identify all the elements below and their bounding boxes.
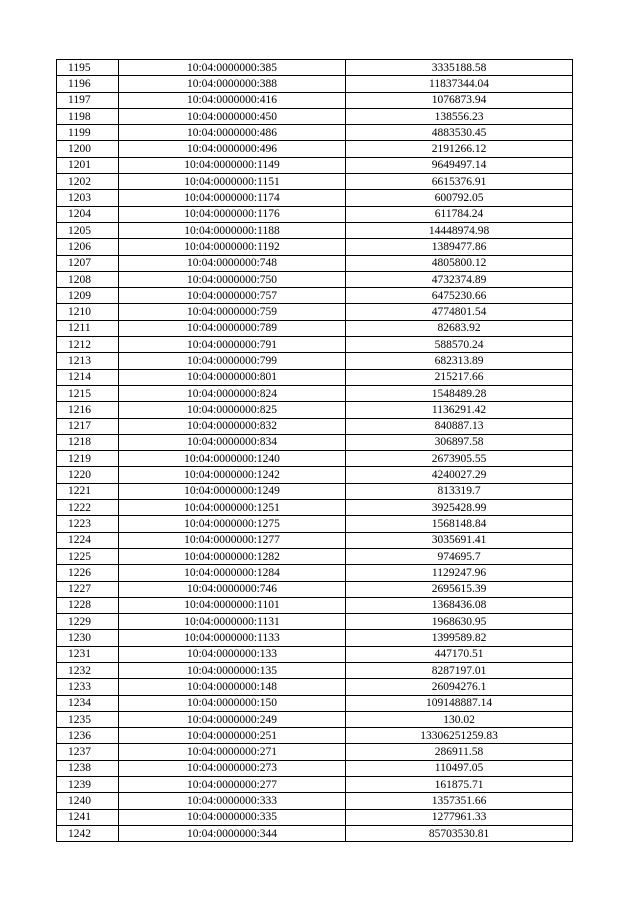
table-row xyxy=(57,320,573,336)
table-row xyxy=(57,271,573,287)
cadastral-number-cell: 10:04:0000000:344 xyxy=(119,825,346,841)
cadastral-number-cell: 10:04:0000000:825 xyxy=(119,402,346,418)
value-cell: 588570.24 xyxy=(346,337,573,353)
row-number-cell: 1242 xyxy=(57,825,119,841)
row-number-cell: 1206 xyxy=(57,239,119,255)
table-row xyxy=(57,60,573,76)
row-number-cell: 1201 xyxy=(57,157,119,173)
value-cell: 85703530.81 xyxy=(346,825,573,841)
cadastral-number-cell: 10:04:0000000:335 xyxy=(119,809,346,825)
value-cell: 3925428.99 xyxy=(346,500,573,516)
table-row xyxy=(57,711,573,727)
row-number-cell: 1196 xyxy=(57,76,119,92)
cadastral-number-cell: 10:04:0000000:1242 xyxy=(119,467,346,483)
value-cell: 1076873.94 xyxy=(346,92,573,108)
row-number-cell: 1227 xyxy=(57,581,119,597)
row-number-cell: 1230 xyxy=(57,630,119,646)
cadastral-number-cell: 10:04:0000000:801 xyxy=(119,369,346,385)
value-cell: 974695.7 xyxy=(346,548,573,564)
cadastral-number-cell: 10:04:0000000:271 xyxy=(119,744,346,760)
row-number-cell: 1217 xyxy=(57,418,119,434)
value-cell: 1968630.95 xyxy=(346,614,573,630)
value-cell: 4805800.12 xyxy=(346,255,573,271)
value-cell: 2695615.39 xyxy=(346,581,573,597)
value-cell: 1548489.28 xyxy=(346,385,573,401)
cadastral-number-cell: 10:04:0000000:416 xyxy=(119,92,346,108)
table-row xyxy=(57,141,573,157)
cadastral-number-cell: 10:04:0000000:1192 xyxy=(119,239,346,255)
table-row xyxy=(57,451,573,467)
data-table xyxy=(56,59,573,842)
row-number-cell: 1210 xyxy=(57,304,119,320)
table-row xyxy=(57,304,573,320)
table-row xyxy=(57,76,573,92)
value-cell: 3335188.58 xyxy=(346,60,573,76)
cadastral-number-cell: 10:04:0000000:757 xyxy=(119,288,346,304)
table-row xyxy=(57,679,573,695)
cadastral-number-cell: 10:04:0000000:496 xyxy=(119,141,346,157)
row-number-cell: 1208 xyxy=(57,271,119,287)
cadastral-number-cell: 10:04:0000000:824 xyxy=(119,385,346,401)
value-cell: 840887.13 xyxy=(346,418,573,434)
table-row xyxy=(57,548,573,564)
cadastral-number-cell: 10:04:0000000:1275 xyxy=(119,516,346,532)
table-row xyxy=(57,174,573,190)
row-number-cell: 1202 xyxy=(57,174,119,190)
cadastral-number-cell: 10:04:0000000:1284 xyxy=(119,565,346,581)
cadastral-number-cell: 10:04:0000000:834 xyxy=(119,434,346,450)
value-cell: 286911.58 xyxy=(346,744,573,760)
row-number-cell: 1200 xyxy=(57,141,119,157)
value-cell: 161875.71 xyxy=(346,777,573,793)
row-number-cell: 1212 xyxy=(57,337,119,353)
cadastral-number-cell: 10:04:0000000:333 xyxy=(119,793,346,809)
value-cell: 1399589.82 xyxy=(346,630,573,646)
cadastral-number-cell: 10:04:0000000:1249 xyxy=(119,483,346,499)
row-number-cell: 1221 xyxy=(57,483,119,499)
value-cell: 138556.23 xyxy=(346,108,573,124)
table-row xyxy=(57,385,573,401)
table-row xyxy=(57,255,573,271)
cadastral-number-cell: 10:04:0000000:750 xyxy=(119,271,346,287)
cadastral-number-cell: 10:04:0000000:1176 xyxy=(119,206,346,222)
row-number-cell: 1205 xyxy=(57,222,119,238)
row-number-cell: 1197 xyxy=(57,92,119,108)
table-row xyxy=(57,125,573,141)
cadastral-number-cell: 10:04:0000000:1151 xyxy=(119,174,346,190)
cadastral-number-cell: 10:04:0000000:385 xyxy=(119,60,346,76)
value-cell: 8287197.01 xyxy=(346,662,573,678)
cadastral-number-cell: 10:04:0000000:748 xyxy=(119,255,346,271)
table-row xyxy=(57,288,573,304)
value-cell: 4883530.45 xyxy=(346,125,573,141)
row-number-cell: 1198 xyxy=(57,108,119,124)
value-cell: 11837344.04 xyxy=(346,76,573,92)
table-row xyxy=(57,222,573,238)
cadastral-number-cell: 10:04:0000000:251 xyxy=(119,728,346,744)
table-row xyxy=(57,108,573,124)
value-cell: 1368436.08 xyxy=(346,597,573,613)
row-number-cell: 1237 xyxy=(57,744,119,760)
row-number-cell: 1199 xyxy=(57,125,119,141)
value-cell: 130.02 xyxy=(346,711,573,727)
table-row xyxy=(57,337,573,353)
table-row xyxy=(57,467,573,483)
value-cell: 1136291.42 xyxy=(346,402,573,418)
value-cell: 6615376.91 xyxy=(346,174,573,190)
row-number-cell: 1220 xyxy=(57,467,119,483)
table-row xyxy=(57,597,573,613)
row-number-cell: 1195 xyxy=(57,60,119,76)
row-number-cell: 1241 xyxy=(57,809,119,825)
row-number-cell: 1239 xyxy=(57,777,119,793)
row-number-cell: 1231 xyxy=(57,646,119,662)
cadastral-number-cell: 10:04:0000000:1240 xyxy=(119,451,346,467)
value-cell: 215217.66 xyxy=(346,369,573,385)
table-row xyxy=(57,500,573,516)
cadastral-number-cell: 10:04:0000000:273 xyxy=(119,760,346,776)
table-row xyxy=(57,434,573,450)
value-cell: 600792.05 xyxy=(346,190,573,206)
cadastral-number-cell: 10:04:0000000:746 xyxy=(119,581,346,597)
value-cell: 4240027.29 xyxy=(346,467,573,483)
table-row xyxy=(57,825,573,841)
value-cell: 4774801.54 xyxy=(346,304,573,320)
table-row xyxy=(57,516,573,532)
value-cell: 3035691.41 xyxy=(346,532,573,548)
table-row xyxy=(57,744,573,760)
table-row xyxy=(57,157,573,173)
cadastral-number-cell: 10:04:0000000:148 xyxy=(119,679,346,695)
row-number-cell: 1240 xyxy=(57,793,119,809)
value-cell: 1357351.66 xyxy=(346,793,573,809)
cadastral-number-cell: 10:04:0000000:486 xyxy=(119,125,346,141)
row-number-cell: 1203 xyxy=(57,190,119,206)
value-cell: 1277961.33 xyxy=(346,809,573,825)
value-cell: 4732374.89 xyxy=(346,271,573,287)
row-number-cell: 1213 xyxy=(57,353,119,369)
cadastral-number-cell: 10:04:0000000:799 xyxy=(119,353,346,369)
table-row xyxy=(57,809,573,825)
row-number-cell: 1235 xyxy=(57,711,119,727)
cadastral-number-cell: 10:04:0000000:135 xyxy=(119,662,346,678)
table-row xyxy=(57,793,573,809)
table-row xyxy=(57,239,573,255)
cadastral-number-cell: 10:04:0000000:249 xyxy=(119,711,346,727)
cadastral-number-cell: 10:04:0000000:388 xyxy=(119,76,346,92)
cadastral-number-cell: 10:04:0000000:832 xyxy=(119,418,346,434)
row-number-cell: 1224 xyxy=(57,532,119,548)
cadastral-number-cell: 10:04:0000000:450 xyxy=(119,108,346,124)
cadastral-number-cell: 10:04:0000000:1133 xyxy=(119,630,346,646)
table-row xyxy=(57,369,573,385)
row-number-cell: 1234 xyxy=(57,695,119,711)
value-cell: 611784.24 xyxy=(346,206,573,222)
row-number-cell: 1232 xyxy=(57,662,119,678)
table-row xyxy=(57,565,573,581)
value-cell: 1129247.96 xyxy=(346,565,573,581)
cadastral-number-cell: 10:04:0000000:789 xyxy=(119,320,346,336)
value-cell: 110497.05 xyxy=(346,760,573,776)
value-cell: 1389477.86 xyxy=(346,239,573,255)
value-cell: 306897.58 xyxy=(346,434,573,450)
value-cell: 813319.7 xyxy=(346,483,573,499)
row-number-cell: 1223 xyxy=(57,516,119,532)
row-number-cell: 1204 xyxy=(57,206,119,222)
row-number-cell: 1225 xyxy=(57,548,119,564)
cadastral-number-cell: 10:04:0000000:1131 xyxy=(119,614,346,630)
value-cell: 26094276.1 xyxy=(346,679,573,695)
cadastral-number-cell: 10:04:0000000:133 xyxy=(119,646,346,662)
row-number-cell: 1238 xyxy=(57,760,119,776)
cadastral-number-cell: 10:04:0000000:1188 xyxy=(119,222,346,238)
row-number-cell: 1236 xyxy=(57,728,119,744)
table-row xyxy=(57,92,573,108)
row-number-cell: 1229 xyxy=(57,614,119,630)
value-cell: 6475230.66 xyxy=(346,288,573,304)
table-row xyxy=(57,581,573,597)
row-number-cell: 1211 xyxy=(57,320,119,336)
value-cell: 13306251259.83 xyxy=(346,728,573,744)
table-row xyxy=(57,760,573,776)
table-row xyxy=(57,532,573,548)
row-number-cell: 1214 xyxy=(57,369,119,385)
row-number-cell: 1228 xyxy=(57,597,119,613)
cadastral-number-cell: 10:04:0000000:1101 xyxy=(119,597,346,613)
row-number-cell: 1219 xyxy=(57,451,119,467)
value-cell: 9649497.14 xyxy=(346,157,573,173)
table-row xyxy=(57,190,573,206)
cadastral-number-cell: 10:04:0000000:1251 xyxy=(119,500,346,516)
table-row xyxy=(57,206,573,222)
cadastral-number-cell: 10:04:0000000:1277 xyxy=(119,532,346,548)
value-cell: 14448974.98 xyxy=(346,222,573,238)
cadastral-number-cell: 10:04:0000000:277 xyxy=(119,777,346,793)
row-number-cell: 1218 xyxy=(57,434,119,450)
table-row xyxy=(57,662,573,678)
table-row xyxy=(57,483,573,499)
value-cell: 1568148.84 xyxy=(346,516,573,532)
row-number-cell: 1222 xyxy=(57,500,119,516)
table-row xyxy=(57,728,573,744)
table-row xyxy=(57,418,573,434)
value-cell: 2673905.55 xyxy=(346,451,573,467)
table-row xyxy=(57,777,573,793)
row-number-cell: 1233 xyxy=(57,679,119,695)
value-cell: 109148887.14 xyxy=(346,695,573,711)
table-row xyxy=(57,614,573,630)
row-number-cell: 1226 xyxy=(57,565,119,581)
cadastral-number-cell: 10:04:0000000:150 xyxy=(119,695,346,711)
row-number-cell: 1207 xyxy=(57,255,119,271)
cadastral-number-cell: 10:04:0000000:1282 xyxy=(119,548,346,564)
table-row xyxy=(57,353,573,369)
table-row xyxy=(57,630,573,646)
value-cell: 82683.92 xyxy=(346,320,573,336)
table-row xyxy=(57,695,573,711)
cadastral-number-cell: 10:04:0000000:1149 xyxy=(119,157,346,173)
table-row xyxy=(57,646,573,662)
value-cell: 447170.51 xyxy=(346,646,573,662)
row-number-cell: 1216 xyxy=(57,402,119,418)
table-row xyxy=(57,402,573,418)
row-number-cell: 1215 xyxy=(57,385,119,401)
cadastral-number-cell: 10:04:0000000:1174 xyxy=(119,190,346,206)
value-cell: 682313.89 xyxy=(346,353,573,369)
value-cell: 2191266.12 xyxy=(346,141,573,157)
table-body xyxy=(57,60,573,842)
row-number-cell: 1209 xyxy=(57,288,119,304)
cadastral-number-cell: 10:04:0000000:759 xyxy=(119,304,346,320)
cadastral-number-cell: 10:04:0000000:791 xyxy=(119,337,346,353)
